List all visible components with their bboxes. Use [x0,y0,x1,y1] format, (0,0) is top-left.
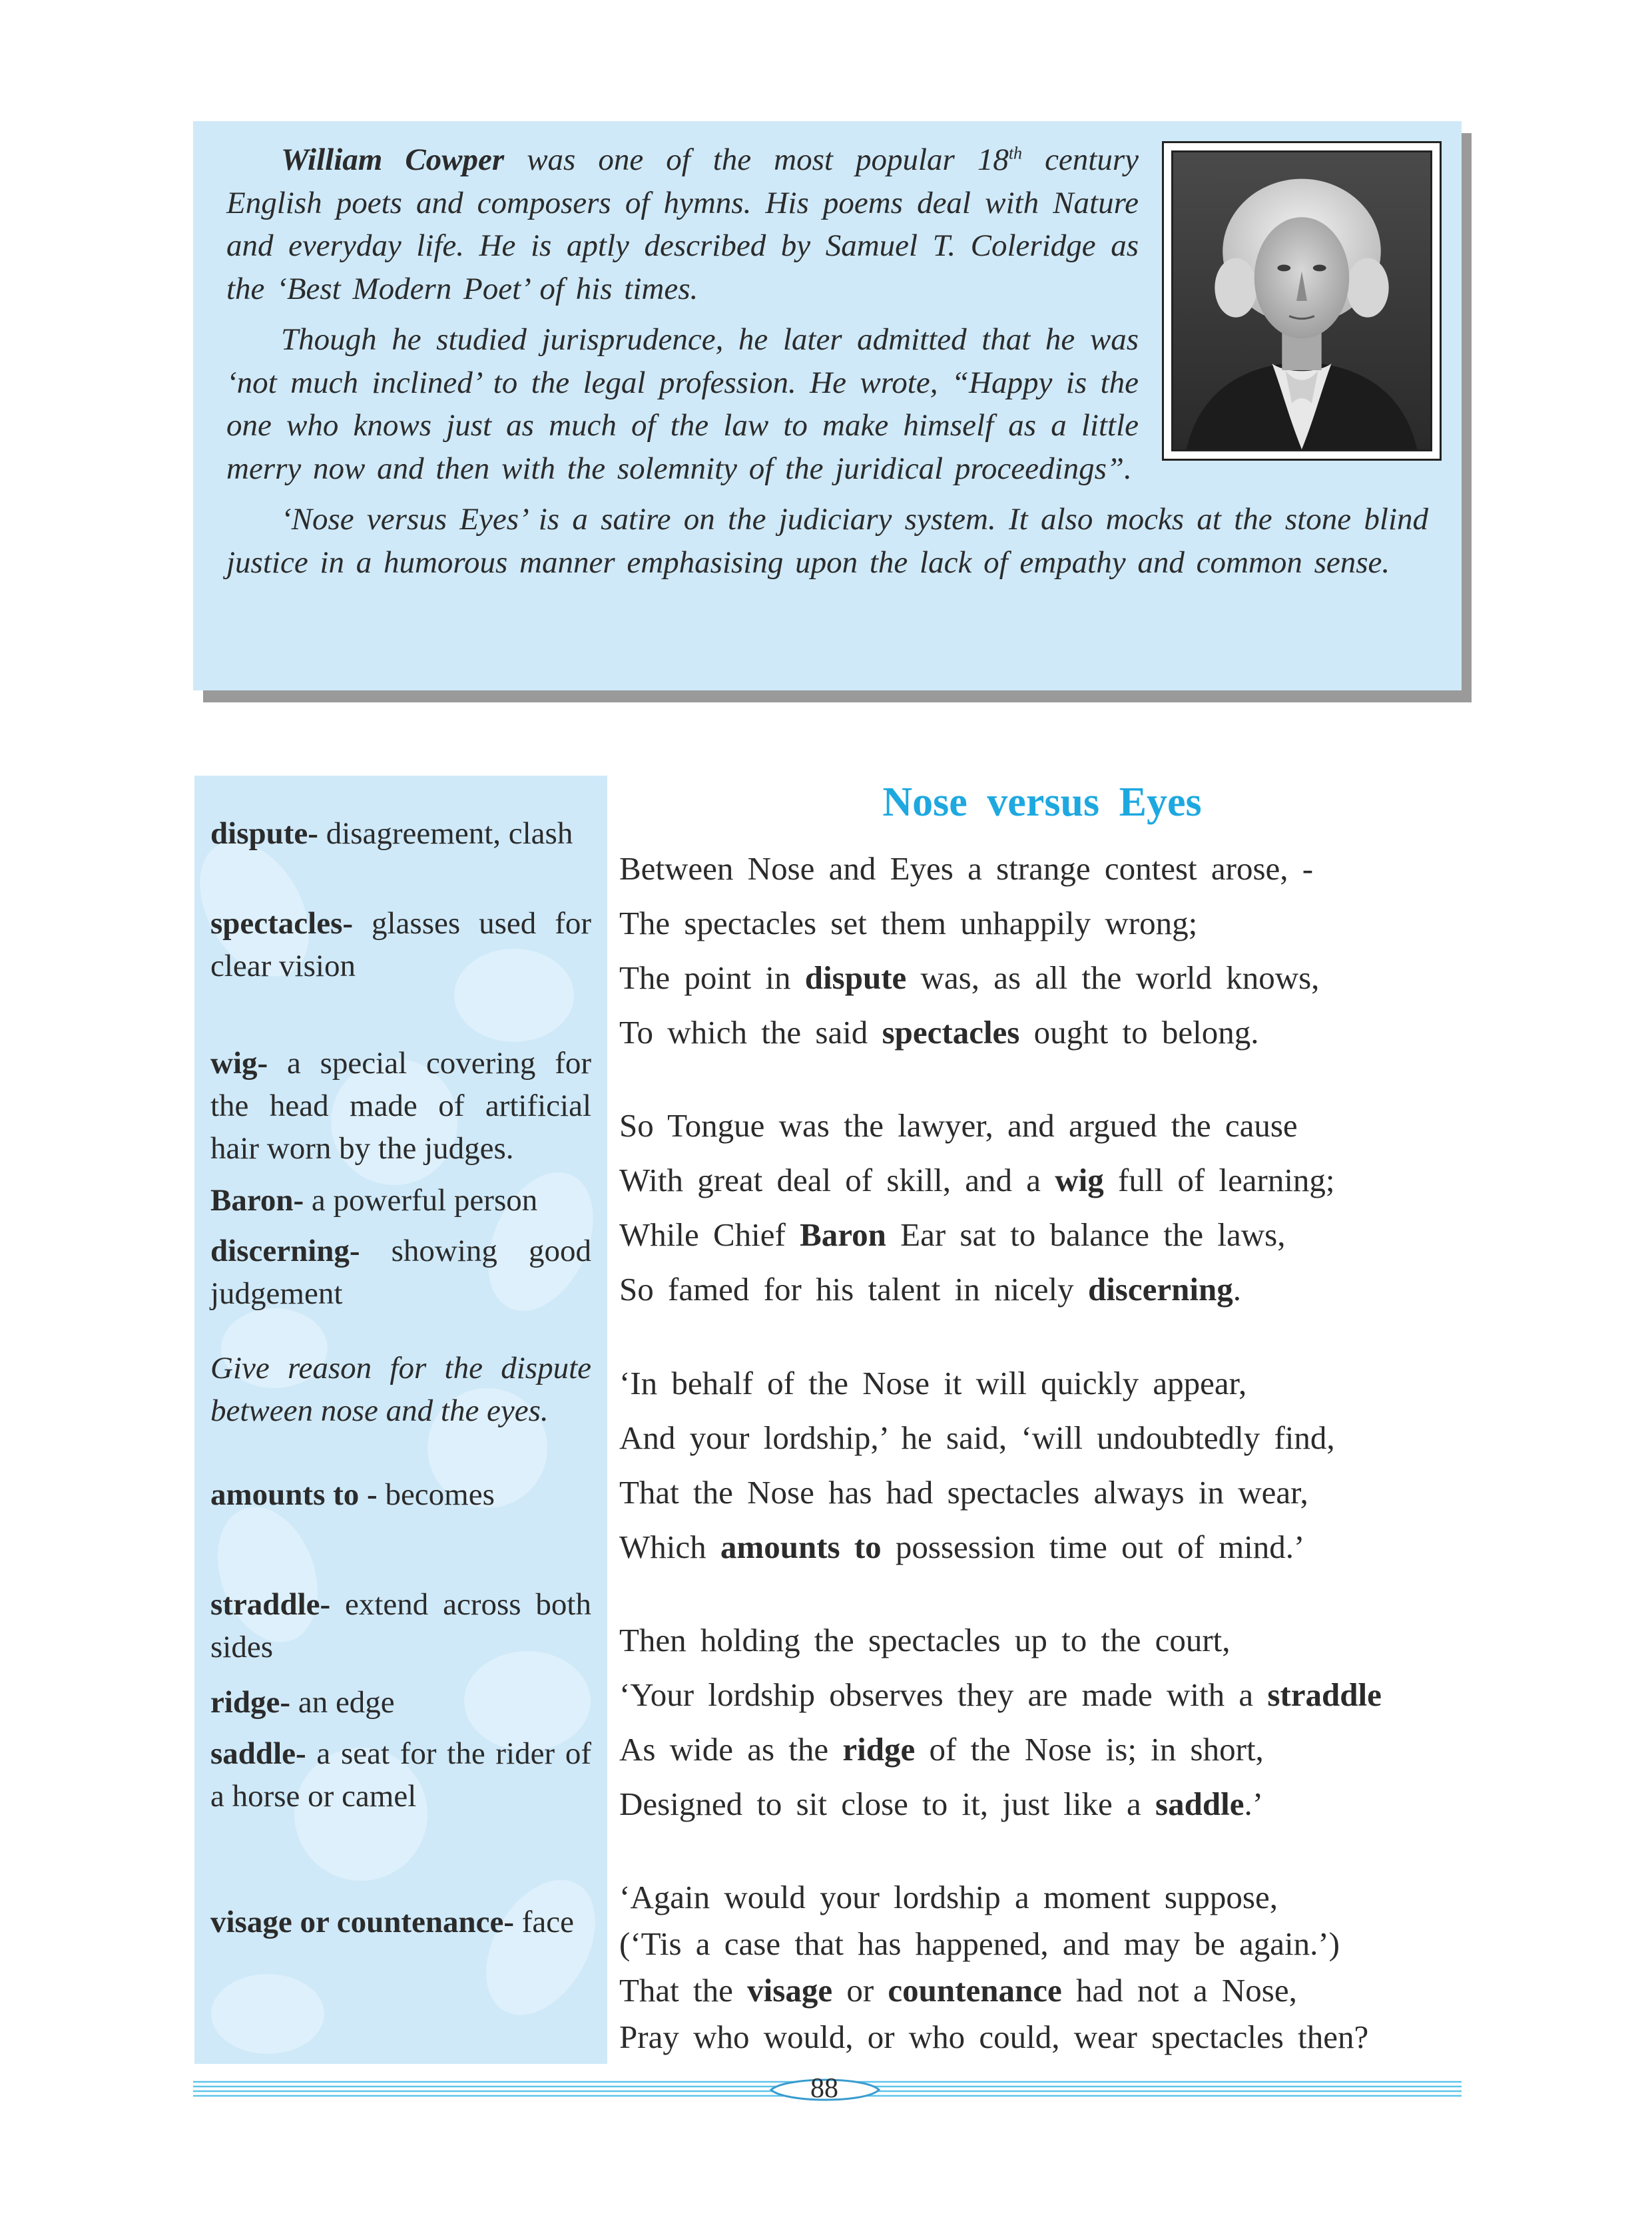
glossary-sidebar [194,776,607,2064]
intro-paragraph-3: ‘Nose versus Eyes’ is a satire on the judiciary system. It also mocks at the stone blind justice in a humorous manner emphasising upon the lack of empathy and common sense. [226,502,1428,580]
poem-line: So famed for his talent in nicely discerning. [619,1271,1241,1308]
poem-line: To which the said spectacles ought to belong. [619,1014,1259,1051]
author-portrait [1162,141,1442,461]
glossary-entry-amounts-to: amounts to - becomes [210,1477,495,1512]
poem-line: ‘Your lordship observes they are made with a straddle [619,1676,1382,1713]
poem-line: As wide as the ridge of the Nose is; in short, [619,1731,1264,1768]
poem-line: (‘Tis a case that has happened, and may be again.’) [619,1925,1340,1962]
glossary-entry-wig: wig- a special covering for the head made of artificial hair worn by the judges. [210,1046,591,1166]
portrait-image [1173,152,1430,449]
poem-line: Between Nose and Eyes a strange contest arose, - [619,850,1314,887]
poem-line: And your lordship,’ he said, ‘will undoubtedly find, [619,1419,1335,1456]
glossary-entry-discerning: discerning- showing good judgement [210,1234,591,1311]
glossary-entry-visage: visage or countenance- face [210,1905,575,1939]
glossary-entry-spectacles: spectacles- glasses used for clear vision [210,906,591,983]
page-number: 88 [810,2073,838,2104]
glossary-entry-straddle: straddle- extend across both sides [210,1587,591,1664]
poem-title: Nose versus Eyes [882,780,1202,825]
poem-line: That the visage or countenance had not a Nose, [619,1972,1297,2009]
glossary-question: Give reason for the dispute between nose and the eyes. [210,1351,591,1428]
poem-line: So Tongue was the lawyer, and argued the cause [619,1107,1298,1144]
poem-line: The spectacles set them unhappily wrong; [619,905,1198,941]
intro-paragraph-2: Though he studied jurisprudence, he later admitted that he was ‘not much inclined’ to the legal profession. He wrote, “Happy is the one who knows just as much of the law to make himself as a little merry now and then with the solemnity of the juridical proceedings”. [226,322,1139,486]
poem-line: ‘In behalf of the Nose it will quickly appear, [619,1365,1247,1401]
poem-line: Which amounts to possession time out of mind.’ [619,1529,1305,1565]
poem-line: With great deal of skill, and a wig full of learning; [619,1162,1335,1198]
poem-line: The point in dispute was, as all the world knows, [619,959,1320,996]
poem-line: That the Nose has had spectacles always in wear, [619,1474,1308,1511]
glossary-entry-dispute: dispute- disagreement, clash [210,816,573,851]
poem-line: ‘Again would your lordship a moment suppose, [619,1879,1278,1915]
poem-line: Designed to sit close to it, just like a saddle.’ [619,1786,1264,1822]
glossary-entry-ridge: ridge- an edge [210,1685,395,1720]
poem-line: Then holding the spectacles up to the court, [619,1622,1231,1658]
glossary-entry-saddle: saddle- a seat for the rider of a horse or camel [210,1736,591,1814]
author-name: William Cowper [281,142,505,177]
poem-line: Pray who would, or who could, wear spectacles then? [619,2019,1369,2055]
poem-line: While Chief Baron Ear sat to balance the laws, [619,1216,1286,1253]
intro-paragraph-1: William Cowper was one of the most popular 18th century English poets and composers of hymns. His poems deal with Nature and everyday life. He is aptly described by Samuel T. Coleridge as the ‘Best Modern Poet’ of his times. [226,142,1139,306]
glossary-entry-baron: Baron- a powerful person [210,1183,538,1218]
